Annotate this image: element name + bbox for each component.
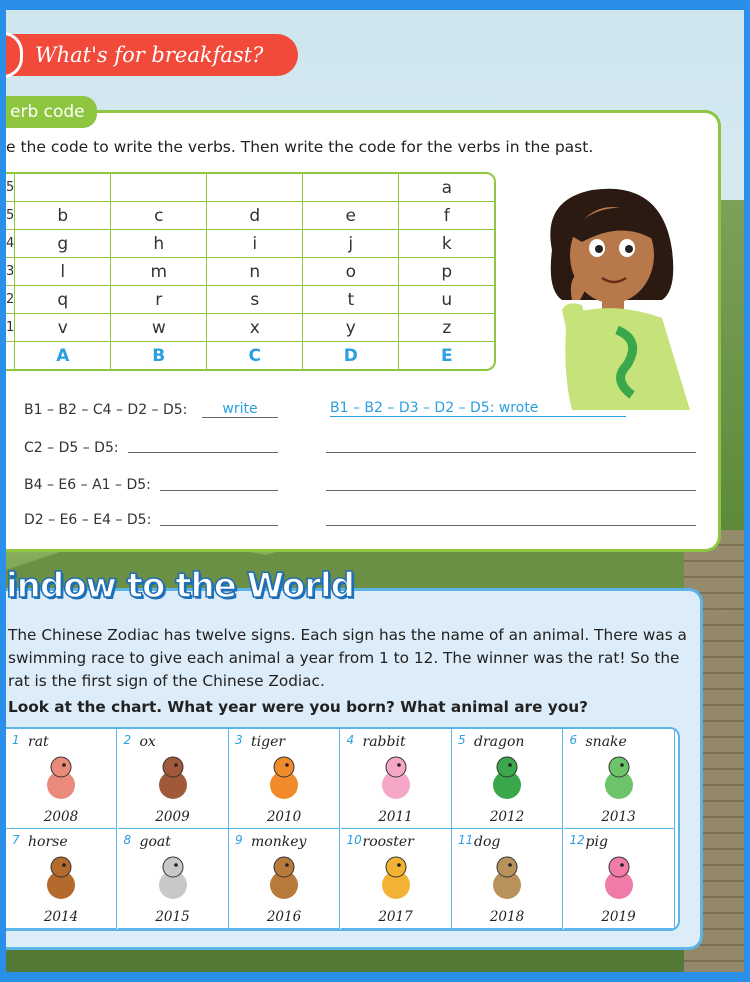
zodiac-year: 2011: [378, 809, 413, 825]
dog-icon: [484, 853, 530, 903]
code-table-row: [6, 230, 494, 258]
zodiac-animal-name: snake: [585, 734, 627, 750]
window-to-the-world-title: indow to the World: [6, 566, 355, 606]
code-cell: n: [207, 258, 303, 286]
code-cell: j: [303, 230, 399, 258]
code-cell: i: [207, 230, 303, 258]
code-table-row: [6, 174, 494, 202]
code-table-row: [6, 342, 494, 369]
zodiac-animal-name: rat: [28, 734, 49, 750]
column-header: A: [15, 342, 111, 369]
snake-icon: [596, 753, 642, 803]
code-cell: a: [399, 174, 494, 202]
code-cell: d: [207, 202, 303, 230]
zodiac-year: 2017: [378, 909, 413, 925]
answer-blank[interactable]: [160, 474, 278, 491]
verb-code-instruction: e the code to write the verbs. Then write the code for the verbs in the past.: [6, 138, 594, 156]
verb-code-tab: erb code: [6, 96, 97, 128]
rabbit-icon: [373, 753, 419, 803]
zodiac-animal-name: goat: [139, 834, 171, 850]
zodiac-cell-monkey: [229, 829, 340, 929]
code-table: [6, 172, 496, 371]
zodiac-number: 8: [123, 833, 132, 847]
banner-bullet-icon: [6, 32, 23, 78]
code-cell: s: [207, 286, 303, 314]
code-cell: h: [111, 230, 207, 258]
section-title-banner: [6, 34, 298, 76]
zodiac-number: 5: [458, 733, 466, 747]
zodiac-animal-name: pig: [585, 834, 608, 850]
answer-blank[interactable]: write: [202, 401, 278, 418]
past-answer-blank[interactable]: [326, 509, 696, 526]
zodiac-number: 4: [346, 733, 355, 747]
zodiac-animal-name: rooster: [362, 834, 414, 850]
code-cell: [15, 174, 111, 202]
code-cell: m: [111, 258, 207, 286]
code-cell: [207, 174, 303, 202]
code-cell: e: [303, 202, 399, 230]
past-answer-blank[interactable]: [326, 436, 696, 453]
code-cell: g: [15, 230, 111, 258]
code-table-row: [6, 314, 494, 342]
column-header: D: [303, 342, 399, 369]
goat-icon: [150, 853, 196, 903]
answer-blank[interactable]: [160, 509, 278, 526]
zodiac-year: 2008: [43, 809, 79, 825]
pig-icon: [596, 853, 642, 903]
past-answer: B1 – B2 – D3 – D2 – D5: wrote: [330, 400, 626, 417]
zodiac-cell-dragon: [452, 729, 563, 829]
code-cell: c: [111, 202, 207, 230]
zodiac-chart: [6, 727, 680, 931]
zodiac-year: 2012: [489, 809, 525, 825]
code-cell: [303, 174, 399, 202]
code-table-row: [6, 286, 494, 314]
zodiac-year: 2015: [155, 909, 190, 925]
code-table-row: [6, 202, 494, 230]
code-cell: p: [399, 258, 494, 286]
exercise-code: D2 – E6 – E4 – D5:: [24, 512, 152, 528]
code-cell: u: [399, 286, 494, 314]
zodiac-animal-name: dragon: [474, 734, 525, 750]
zodiac-cell-dog: [452, 829, 563, 929]
code-cell: z: [399, 314, 494, 342]
zodiac-number: 11: [458, 833, 474, 847]
zodiac-cell-goat: [118, 829, 229, 929]
zodiac-cell-ox: [118, 729, 229, 829]
zodiac-cell-pig: [564, 829, 675, 929]
zodiac-cell-tiger: [229, 729, 340, 829]
section-title: What's for breakfast?: [35, 43, 264, 67]
girl-illustration: [522, 180, 702, 410]
code-cell: b: [15, 202, 111, 230]
zodiac-animal-name: dog: [474, 834, 501, 850]
row-label: 3: [6, 258, 15, 286]
column-header: B: [111, 342, 207, 369]
row-label: 1: [6, 314, 15, 342]
zodiac-cell-rabbit: [341, 729, 452, 829]
row-label: 5: [6, 174, 15, 202]
textbook-page: [6, 10, 744, 972]
zodiac-cell-rooster: [341, 829, 452, 929]
code-cell: l: [15, 258, 111, 286]
monkey-icon: [261, 853, 307, 903]
zodiac-number: 2: [123, 733, 132, 747]
code-cell: v: [15, 314, 111, 342]
zodiac-year: 2019: [601, 909, 636, 925]
code-cell: w: [111, 314, 207, 342]
zodiac-year: 2013: [601, 809, 636, 825]
code-table-row: [6, 258, 494, 286]
zodiac-animal-name: monkey: [251, 834, 307, 850]
zodiac-number: 3: [235, 733, 243, 747]
zodiac-question: Look at the chart. What year were you born? What animal are you?: [8, 698, 589, 716]
row-label: 4: [6, 230, 15, 258]
exercise-code: C2 – D5 – D5:: [24, 440, 119, 456]
zodiac-animal-name: rabbit: [362, 734, 406, 750]
dragon-icon: [484, 753, 530, 803]
tiger-icon: [261, 753, 307, 803]
code-cell: k: [399, 230, 494, 258]
answer-blank[interactable]: [128, 436, 278, 453]
exercise-code: B1 – B2 – C4 – D2 – D5:: [24, 402, 188, 418]
column-header: E: [440, 345, 453, 366]
exercise-code: B4 – E6 – A1 – D5:: [24, 477, 151, 493]
zodiac-year: 2016: [266, 909, 302, 925]
zodiac-number: 7: [12, 833, 20, 847]
code-cell: f: [399, 202, 494, 230]
zodiac-paragraph: The Chinese Zodiac has twelve signs. Each sign has the name of an animal. There was a swimming race to give each animal a year from 1 to 12. The winner was the rat! So the rat is the first sign of the Chinese Zodiac.: [8, 626, 687, 690]
zodiac-number: 9: [235, 833, 243, 847]
row-label: 2: [6, 286, 15, 314]
zodiac-animal-name: horse: [28, 834, 68, 850]
code-cell: [111, 174, 207, 202]
zodiac-cell-snake: [564, 729, 675, 829]
zodiac-cell-rat: [6, 729, 117, 829]
past-answer-blank[interactable]: [326, 474, 696, 491]
code-cell: x: [207, 314, 303, 342]
code-cell: q: [15, 286, 111, 314]
row-label: 5: [6, 202, 15, 230]
code-cell: t: [303, 286, 399, 314]
code-cell: o: [303, 258, 399, 286]
zodiac-year: 2010: [266, 809, 302, 825]
zodiac-number: 6: [569, 733, 578, 747]
rat-icon: [38, 753, 84, 803]
ox-icon: [150, 753, 196, 803]
row-label: [6, 342, 15, 369]
zodiac-year: 2009: [155, 809, 190, 825]
code-cell: y: [303, 314, 399, 342]
zodiac-number: 12: [569, 833, 585, 847]
zodiac-animal-name: tiger: [251, 734, 286, 750]
rooster-icon: [373, 853, 419, 903]
code-cell: r: [111, 286, 207, 314]
zodiac-year: 2018: [489, 909, 525, 925]
zodiac-cell-horse: [6, 829, 117, 929]
column-header: C: [207, 342, 303, 369]
zodiac-number: 1: [12, 733, 20, 747]
horse-icon: [38, 853, 84, 903]
zodiac-year: 2014: [43, 909, 79, 925]
zodiac-number: 10: [346, 833, 362, 847]
zodiac-animal-name: ox: [139, 734, 156, 750]
